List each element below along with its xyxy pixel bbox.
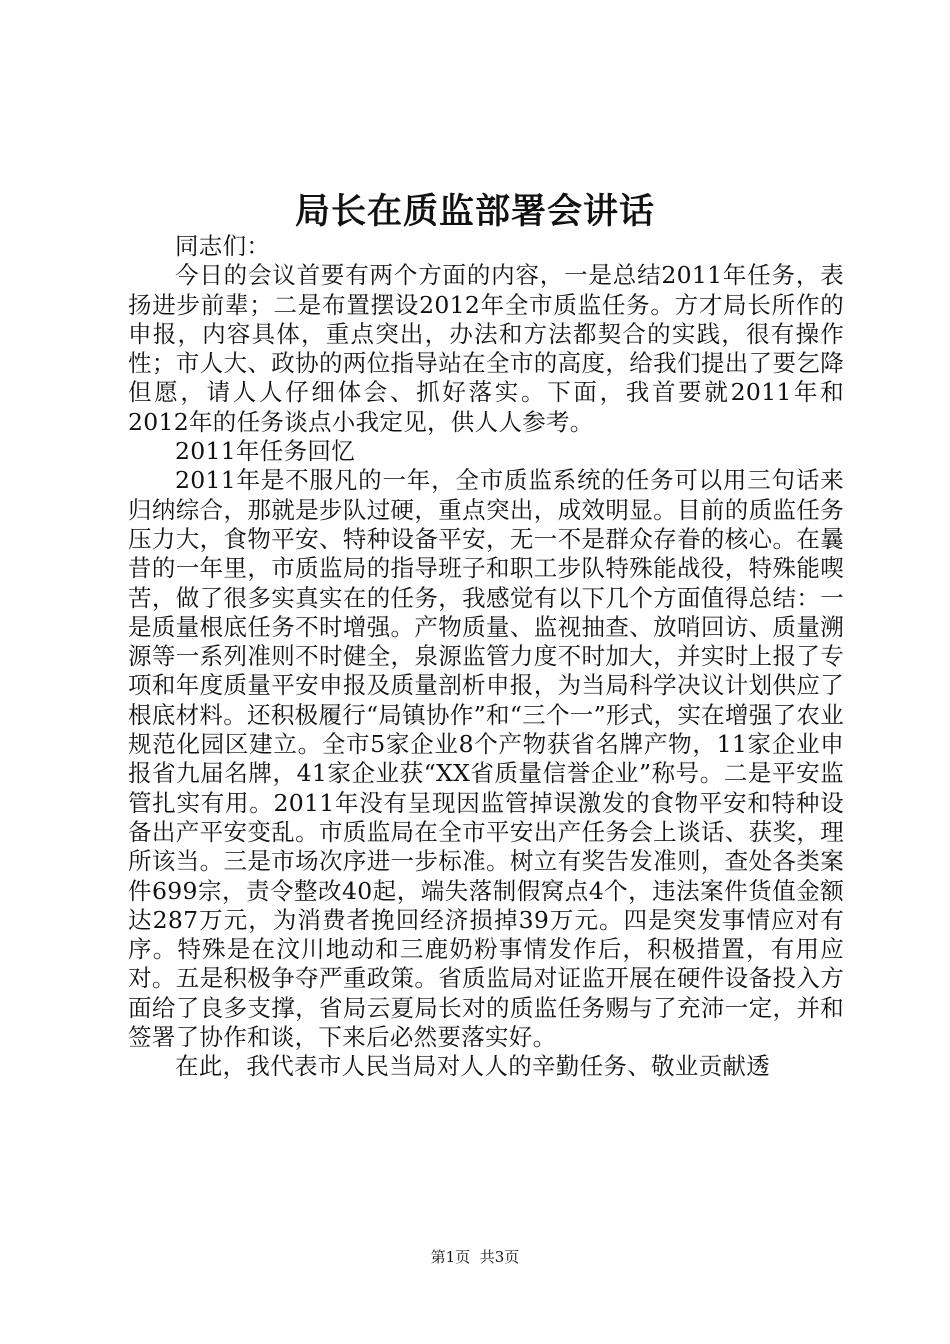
paragraph-intro: 今日的会议首要有两个方面的内容，一是总结2011年任务，表扬进步前辈；二是布置摆设2012年全市质监任务。方才局长所作的申报，内容具体，重点突出，办法和方法都契合的实践，很有操作性；市人大、政协的两位指导站在全市的高度，给我们提出了要乞降但愿，请人人仔细体会、抓好落实。下面，我首要就2011年和2012年的任务谈点小我定见，供人人参考。 — [128, 261, 844, 436]
page-footer — [0, 1246, 950, 1267]
paragraph-greeting: 同志们： — [175, 232, 271, 260]
section-heading-review: 2011年任务回忆 — [175, 437, 356, 466]
paragraph-thanks: 在此，我代表市人民当局对人人的辛勤任务、敬业贡献透 — [175, 1052, 770, 1081]
document-body — [128, 232, 844, 1082]
document-title: 局长在质监部署会讲话 — [294, 191, 655, 232]
paragraph-review: 2011年是不服凡的一年，全市质监系统的任务可以用三句话来归纳综合，那就是步队过硬，重点突出，成效明显。目前的质监任务压力大，食物平安、特种设备平安，无一不是群众存眷的核心。在曩昔的一年里，市质监局的指导班子和职工步队特殊能战役，特殊能喫苦，做了很多实真实在的任务，我感觉有以下几个方面值得总结：一是质量根底任务不时增强。产物质量、监视抽查、放哨回访、质量溯源等一系列准则不时健全，泉源监管力度不时加大，并实时上报了专项和年度质量平安申报及质量剖析申报，为当局科学决议计划供应了根底材料。还积极履行“局镇协作”和“三个一”形式，实在增强了农业规范化园区建立。全市5家企业8个产物获省名牌产物，11家企业申报省九届名牌，41家企业获“XX省质量信誉企业”称号。二是平安监管扎实有用。2011年没有呈现因监管掉误激发的食物平安和特种设备出产平安变乱。市质监局在全市平安出产任务会上谈话、获奖，理所该当。三是市场次序进一步标准。树立有奖告发准则，查处各类案件699宗，责令整改40起，端失落制假窝点4个，违法案件货值金额达287万元，为消费者挽回经济损掉39万元。四是突发事情应对有序。特殊是在汶川地动和三鹿奶粉事情发作后，积极措置，有用应对。五是积极争夺严重政策。省质监局对证监开展在硬件设备投入方面给了良多支撑，省局云夏局长对的质监任务赐与了充沛一定，并和签署了协作和谈，下来后必然要落实好。 — [128, 466, 844, 1052]
page-number: 第1页 — [430, 1248, 471, 1266]
page-total: 共3页 — [479, 1248, 520, 1266]
